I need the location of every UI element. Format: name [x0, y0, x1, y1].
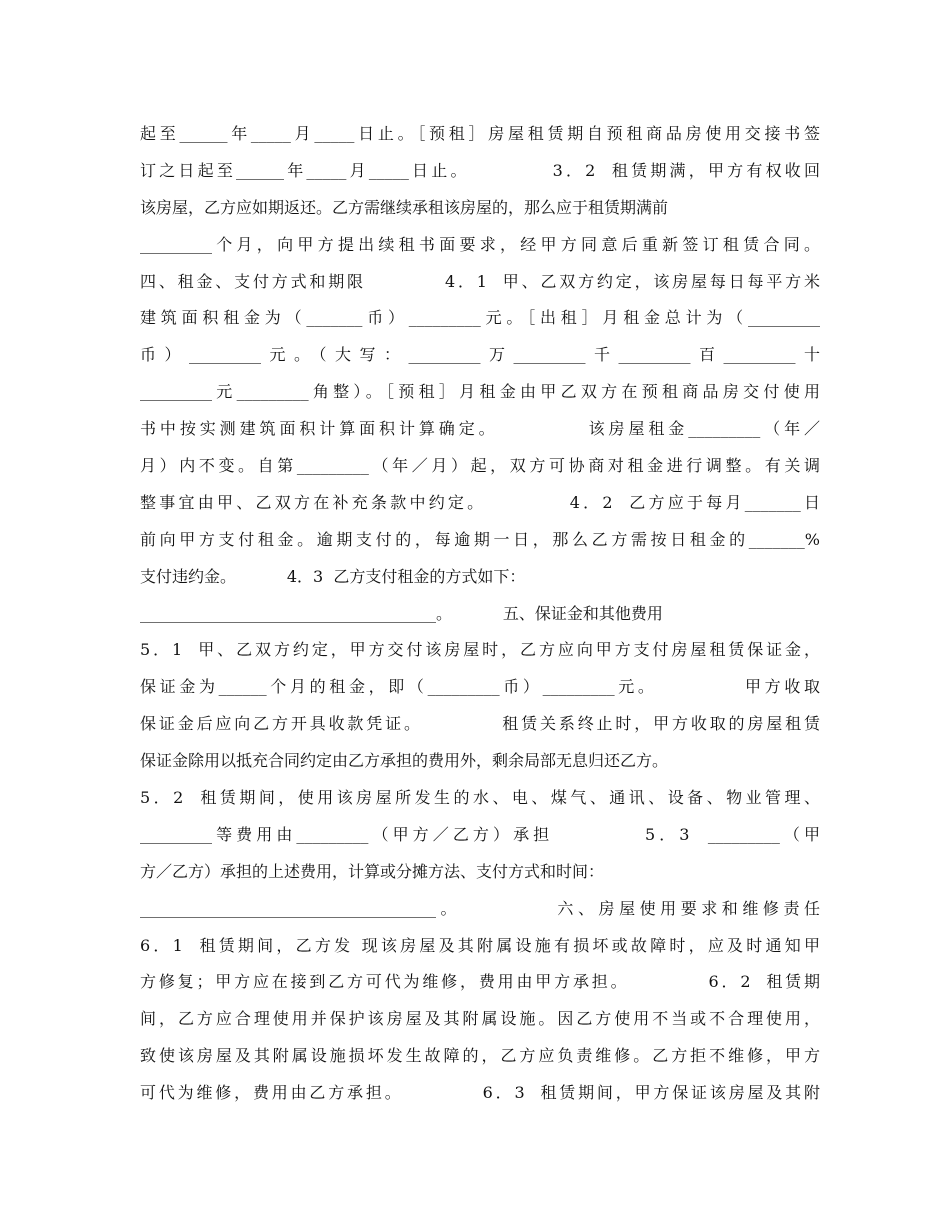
- text-line-23: 6．1 租赁期间，乙方发 现该房屋及其附属设施有损坏或故障时，应及时通知甲: [140, 935, 820, 955]
- text-line-4: _________个月，向甲方提出续租书面要求，经甲方同意后重新签订租赁合同。: [140, 234, 820, 254]
- text-line-25: 间，乙方应合理使用并保护该房屋及其附属设施。因乙方使用不当或不合理使用，: [140, 1009, 820, 1029]
- text-line-9: 书中按实测建筑面积计算面积计算确定。 该房屋租金_________（年／: [140, 419, 820, 439]
- text-line-20: _________等费用由_________（甲方／乙方）承担 5．3 _________（甲: [140, 824, 820, 844]
- contract-body-text: [140, 116, 820, 1112]
- text-line-14: _____________________________________。 五、保证金和其他费用: [140, 603, 663, 623]
- text-line-3: 该房屋，乙方应如期返还。乙方需继续承租该房屋的，那么应于租赁期满前: [140, 197, 669, 217]
- text-line-22: _____________________________________。 六、房屋使用要求和维修责任: [140, 898, 820, 918]
- text-line-15: 5．1 甲、乙双方约定，甲方交付该房屋时，乙方应向甲方支付房屋租赁保证金，: [140, 640, 820, 660]
- text-line-2: 订之日起至______年_____月_____日止。 3．2 租赁期满，甲方有权收回: [140, 160, 820, 180]
- text-line-19: 5．2 租赁期间，使用该房屋所发生的水、电、煤气、通讯、设备、物业管理、: [140, 788, 820, 808]
- text-line-21: 方／乙方）承担的上述费用，计算或分摊方法、支付方式和时间：: [140, 861, 605, 881]
- text-line-1: 起至______年_____月_____日止。［预租］房屋租赁期自预租商品房使用交接书签: [140, 124, 820, 143]
- text-line-17: 保证金后应向乙方开具收款凭证。 租赁关系终止时，甲方收取的房屋租赁: [140, 714, 820, 734]
- text-line-5: 四、租金、支付方式和期限 4．1 甲、乙双方约定，该房屋每日每平方米: [140, 271, 820, 291]
- text-line-10: 月）内不变。自第_________（年／月）起，双方可协商对租金进行调整。有关调: [140, 456, 820, 476]
- text-line-13: 支付违约金。 4．3 乙方支付租金的方式如下：: [140, 566, 526, 586]
- text-line-7: 币）_________元。（大写：_________万_________千_________百_________十: [140, 345, 820, 365]
- text-line-16: 保证金为______个月的租金，即（_________币）_________元。 甲方收取: [140, 677, 820, 697]
- text-line-18: 保证金除用以抵充合同约定由乙方承担的费用外，剩余局部无息归还乙方。: [140, 751, 669, 771]
- text-line-11: 整事宜由甲、乙双方在补充条款中约定。 4．2 乙方应于每月_______日: [140, 492, 820, 512]
- text-line-26: 致使该房屋及其附属设施损坏发生故障的，乙方应负责维修。乙方拒不维修，甲方: [140, 1046, 820, 1066]
- text-line-12: 前向甲方支付租金。逾期支付的，每逾期一日，那么乙方需按日租金的_______%: [140, 529, 820, 549]
- text-line-24: 方修复；甲方应在接到乙方可代为维修，费用由甲方承担。 6．2 租赁期: [140, 972, 820, 992]
- text-line-8: _________元_________角整）。［预租］月租金由甲乙双方在预租商品房交付使用: [140, 382, 820, 402]
- text-line-6: 建筑面积租金为（_______币）_________元。［出租］月租金总计为（_________: [140, 308, 820, 328]
- text-line-27: 可代为维修，费用由乙方承担。 6．3 租赁期间，甲方保证该房屋及其附: [140, 1083, 820, 1103]
